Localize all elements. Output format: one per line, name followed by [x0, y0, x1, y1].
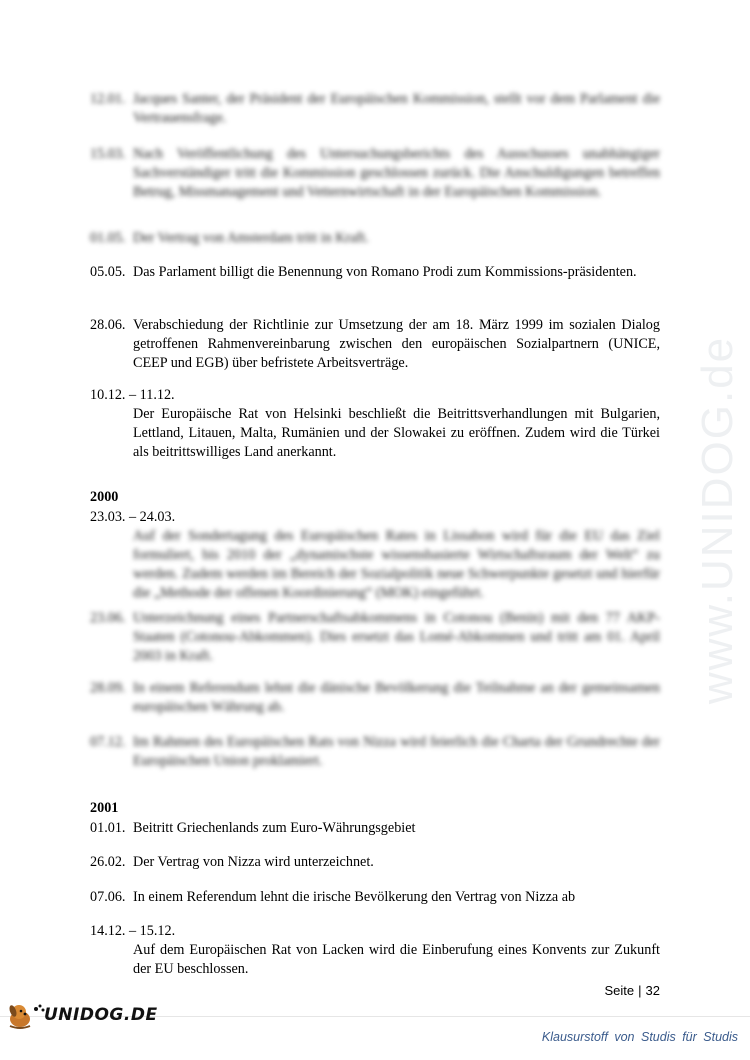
entry-date: 07.12. — [90, 734, 126, 750]
entry-date: 14.12. – 15.12. — [90, 923, 176, 939]
entry-date: 05.05. — [90, 264, 126, 280]
entry-date: 28.09. — [90, 680, 126, 696]
entry-text: In einem Referendum lehnt die dänische Bevölkerung die Teilnahme an der gemeinsamen europäischen Währung ab. — [133, 680, 660, 715]
timeline-entry — [90, 316, 660, 373]
entry-text: Unterzeichnung eines Partnerschaftsabkommens in Cotonou (Benin) mit den 77 AKP-Staaten (Cotonou-Abkommen). Dies ersetzt das Lomé-Abkommen und tritt am 01. April 2003 in Kraft. — [133, 610, 660, 664]
timeline-entry — [90, 90, 660, 128]
page-number — [605, 983, 661, 998]
entry-date: 15.03. — [90, 146, 126, 162]
entry-date: 28.06. — [90, 317, 126, 333]
page-label: Seite — [604, 983, 635, 998]
entry-text: Auf dem Europäischen Rat von Lacken wird die Einberufung eines Konvents zur Zukunft der EU beschlossen. — [133, 942, 660, 977]
timeline-entry — [90, 508, 660, 603]
timeline-entry — [90, 853, 660, 872]
page-value: 32 — [645, 983, 660, 998]
entry-date: 23.06. — [90, 610, 126, 626]
entry-date: 10.12. – 11.12. — [90, 387, 175, 403]
entry-text: Verabschiedung der Richtlinie zur Umsetzung der am 18. März 1999 im sozialen Dialog getroffenen Rahmenvereinbarung zwischen den europäischen Sozialpartnern (UNICE, CEEP und EGB) über befristete Arbeitsverträge. — [133, 317, 660, 371]
entry-date: 01.05. — [90, 230, 126, 246]
timeline-entry — [90, 145, 660, 202]
entry-text: Beitritt Griechenlands zum Euro-Währungsgebiet — [133, 820, 416, 836]
timeline-entry — [90, 263, 660, 282]
timeline-entry — [90, 922, 660, 979]
timeline-entry — [90, 819, 660, 838]
entry-date: 23.03. – 24.03. — [90, 509, 176, 525]
year-heading: 2001 — [90, 800, 119, 816]
year-heading: 2000 — [90, 489, 119, 505]
timeline-entry — [90, 229, 660, 248]
timeline-entry — [90, 888, 660, 907]
entry-text: Der Vertrag von Nizza wird unterzeichnet. — [133, 854, 374, 870]
dog-icon — [6, 1000, 48, 1030]
timeline-entry — [90, 609, 660, 666]
entry-date: 07.06. — [90, 889, 126, 905]
entry-text: Der Vertrag von Amsterdam tritt in Kraft. — [133, 230, 369, 246]
footer-tagline: Klausurstoff von Studis für Studis — [541, 1030, 738, 1044]
entry-text: Auf der Sondertagung des Europäischen Rates in Lissabon wird für die EU das Ziel formuliert, bis 2010 der „dynamischste wissensbasierte Wirtschaftsraum der Welt“ zu werden. Zudem werden im Bereich der Sozialpolitik neue Schwerpunkte gesetzt und hierfür die „Methode der offenen Koordinierung“ (MOK) eingeführt. — [133, 528, 660, 601]
entry-text: Der Europäische Rat von Helsinki beschließt die Beitrittsverhandlungen mit Bulgarien, Lettland, Litauen, Malta, Rumänien und der Slowakei zu eröffnen. Zudem wird die Türkei als beitrittswilliges Land anerkannt. — [133, 406, 660, 460]
logo-text: UNIDOG.DE — [44, 1005, 158, 1025]
page-separator: | — [638, 983, 642, 998]
entry-date: 12.01. — [90, 91, 126, 107]
unidog-logo — [6, 1000, 158, 1030]
timeline-entry — [90, 386, 660, 462]
entry-date: 26.02. — [90, 854, 126, 870]
timeline-entry — [90, 679, 660, 717]
entry-text: In einem Referendum lehnt die irische Bevölkerung den Vertrag von Nizza ab — [133, 889, 576, 905]
watermark: www.UNIDOG.de — [693, 335, 742, 705]
entry-text: Im Rahmen des Europäischen Rats von Nizza wird feierlich die Charta der Grundrechte der Europäischen Union proklamiert. — [133, 734, 660, 769]
entry-date: 01.01. — [90, 820, 126, 836]
entry-text: Nach Veröffentlichung des Untersuchungsberichts des Ausschusses unabhängiger Sachverständiger tritt die Kommission geschlossen zurück. Die Anschuldigungen betreffen Betrug, Missmanagement und Vetternwirtschaft in der Europäischen Kommission. — [133, 146, 660, 200]
entry-text: Jacques Santer, der Präsident der Europäischen Kommission, stellt vor dem Parlament die Vertrauensfrage. — [133, 91, 660, 126]
entry-text: Das Parlament billigt die Benennung von Romano Prodi zum Kommissions-präsidenten. — [133, 264, 637, 280]
timeline-entry — [90, 733, 660, 771]
